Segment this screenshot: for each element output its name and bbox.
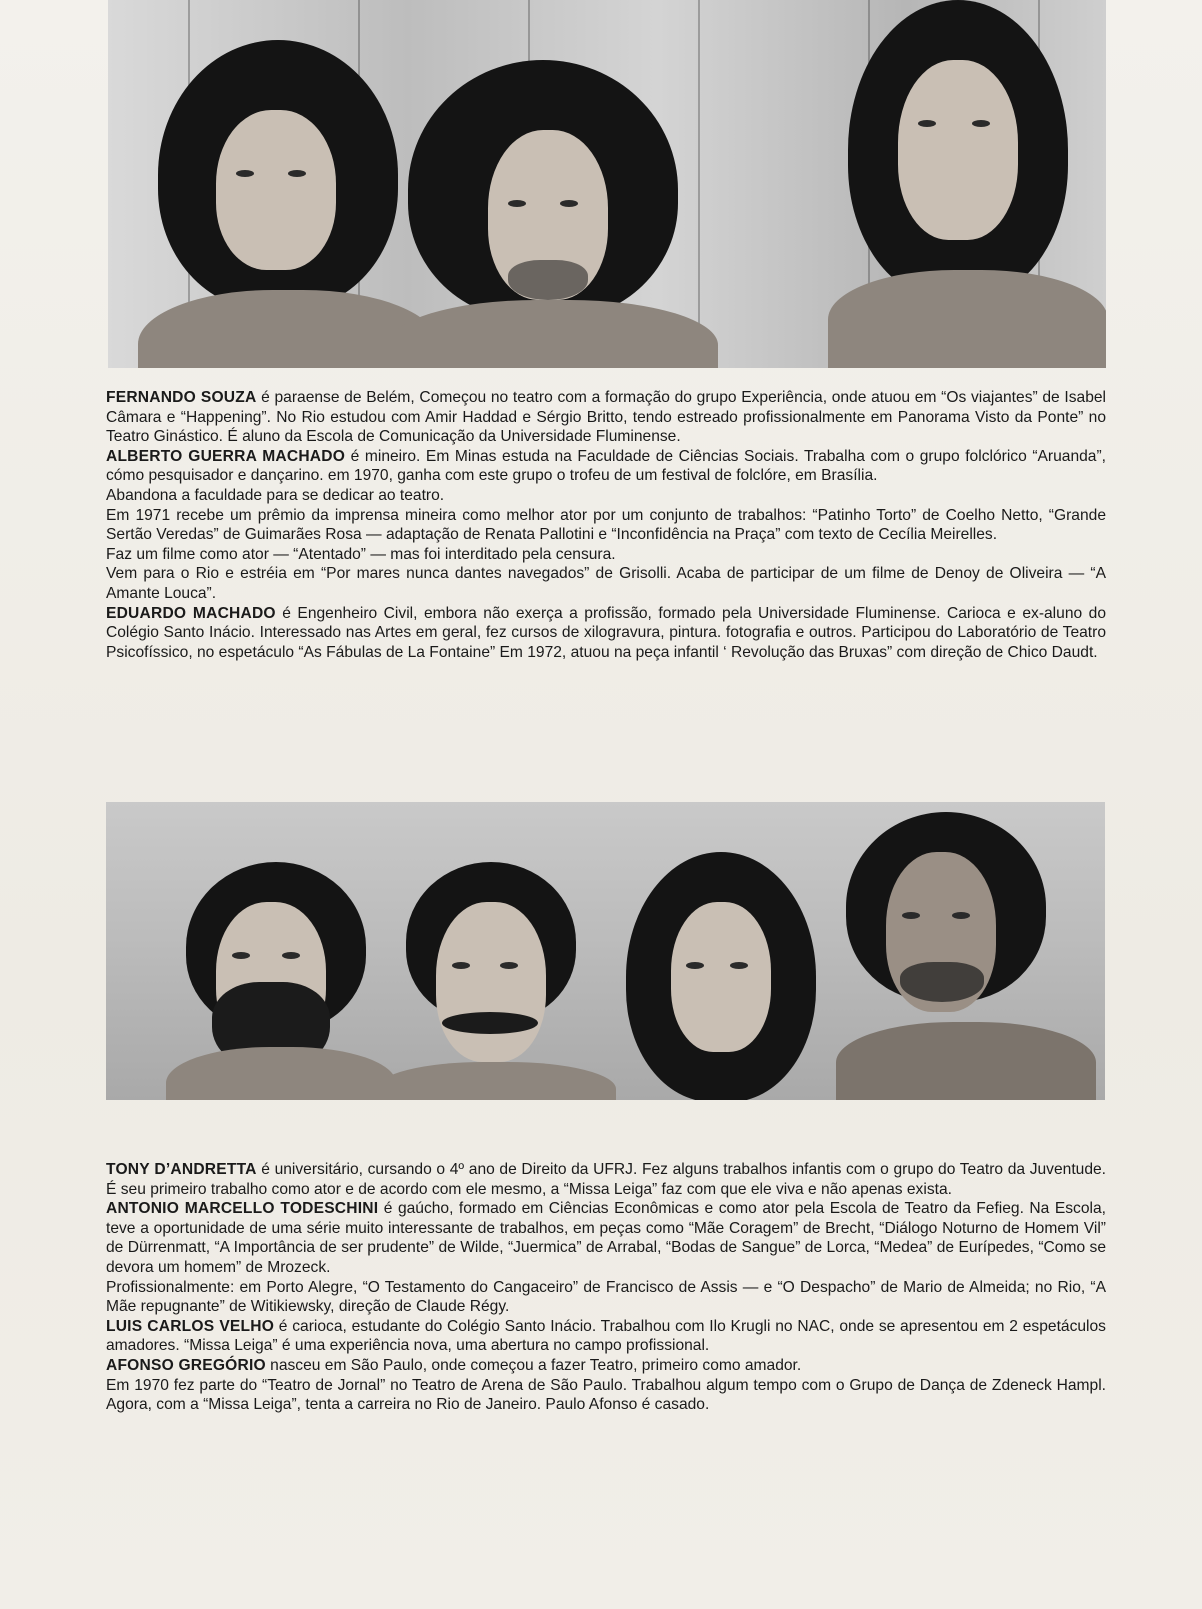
portrait-figure-7 <box>826 812 1086 1100</box>
bio-text: Em 1971 recebe um prêmio da imprensa mineira como melhor ator por um conjunto de trabalhos: “Patinho Torto” de Coelho Netto, “Grande Sertão Veredas” de Guimarães Rosa — adaptação de Renata Pallotini e “Inconfidência na Praça” com texto de Cecília Meirelles. <box>106 506 1106 544</box>
bio-paragraph <box>106 447 1106 486</box>
bio-paragraph <box>106 1376 1106 1415</box>
bio-text: é Engenheiro Civil, embora não exerça a profissão, formado pela Universidade Fluminense. Carioca e ex-aluno do Colégio Santo Inácio. Interessado nas Artes em geral, fez cursos de xilogravura, pintura. fotografia e outros. Participou do Laboratório de Teatro Psicofíssico, no espetáculo “As Fábulas de La Fontaine” Em 1972, atuou na peça infantil ‘ Revolução das Bruxas” com direção de Chico Daudt. <box>106 604 1106 661</box>
portrait-figure-3 <box>808 0 1106 368</box>
bio-text: nasceu em São Paulo, onde começou a fazer Teatro, primeiro como amador. <box>265 1356 802 1374</box>
portrait-figure-5 <box>376 862 616 1100</box>
bio-paragraph <box>106 1199 1106 1277</box>
bio-paragraph <box>106 506 1106 545</box>
bio-text: Faz um filme como ator — “Atentado” — mas foi interditado pela censura. <box>106 545 616 563</box>
bio-name: ALBERTO GUERRA MACHADO <box>106 447 346 465</box>
bio-name: ANTONIO MARCELLO TODESCHINI <box>106 1200 379 1218</box>
bio-text: é mineiro. Em Minas estuda na Faculdade de Ciências Sociais. Trabalha com o grupo folclórico “Aruanda”, cómo pesquisador e dançarino. em 1970, ganha com este grupo o trofeu de um festival de folclóre, em Brasília. <box>106 447 1106 485</box>
bio-text: Abandona a faculdade para se dedicar ao teatro. <box>106 486 445 504</box>
group-photo-top <box>108 0 1106 368</box>
bio-text: é carioca, estudante do Colégio Santo Inácio. Trabalhou com Ilo Krugli no NAC, onde se apresentou em 2 espetáculos amadores. “Missa Leiga” é uma experiência nova, uma abertura no campo profissional. <box>106 1317 1106 1355</box>
bio-name: EDUARDO MACHADO <box>106 604 276 622</box>
bio-text: é paraense de Belém, Começou no teatro com a formação do grupo Experiência, onde atuou em “Os viajantes” de Isabel Câmara e “Happening”. No Rio estudou com Amir Haddad e Sérgio Britto, tendo estreado profissionalmente em Panorama Visto da Ponte” no Teatro Ginástico. É aluno da Escola de Comunicação da Universidade Fluminense. <box>106 389 1107 446</box>
bio-text: é gaúcho, formado em Ciências Econômicas e como ator pela Escola de Teatro da Fefieg. Na Escola, teve a oportunidade de uma série muito interessante de trabalhos, em peças como “Mãe Coragem” de Brecht, “Diálogo Noturno de Homem Vil” de Dürrenmatt, “A Importância de ser prudente” de Wilde, “Juermica” de Arrabal, “Bodas de Sangue” de Lorca, “Medea” de Eurípedes, “Como se devora um homem” de Mrozeck. <box>106 1200 1106 1276</box>
bio-paragraph <box>106 486 1106 506</box>
bio-name: FERNANDO SOUZA <box>106 389 257 406</box>
bio-paragraph <box>106 1317 1106 1356</box>
biographies-bottom <box>106 1160 1106 1415</box>
bio-paragraph <box>106 388 1106 447</box>
bio-paragraph <box>106 1356 1106 1376</box>
bio-paragraph <box>106 604 1106 663</box>
portrait-figure-4 <box>166 862 396 1100</box>
bio-text: Em 1970 fez parte do “Teatro de Jornal” no Teatro de Arena de São Paulo. Trabalhou algum tempo com o Grupo de Dança de Zdeneck Hampl. Agora, com a “Missa Leiga”, tenta a carreira no Rio de Janeiro. Paulo Afonso é casado. <box>106 1376 1106 1414</box>
bio-paragraph <box>106 564 1106 603</box>
bio-text: Profissionalmente: em Porto Alegre, “O Testamento do Cangaceiro” de Francisco de Assis — e “O Despacho” de Mario de Almeida; no Rio, “A Mãe repugnante” de Witikiewsky, direção de Claude Régy. <box>106 1278 1106 1316</box>
bio-paragraph <box>106 1160 1106 1199</box>
bio-text: é universitário, cursando o 4º ano de Direito da UFRJ. Fez alguns trabalhos infantis com o grupo do Teatro da Juventude. É seu primeiro trabalho como ator e de acordo com ele mesmo, a “Missa Leiga” faz com que ele viva e não apenas exista. <box>106 1161 1107 1198</box>
bio-text: Vem para o Rio e estréia em “Por mares nunca dantes navegados” de Grisolli. Acaba de participar de um filme de Denoy de Oliveira — “A Amante Louca”. <box>106 565 1106 602</box>
biographies-top <box>106 388 1106 662</box>
portrait-figure-2 <box>388 60 728 368</box>
group-photo-bottom <box>106 802 1105 1100</box>
bio-paragraph <box>106 545 1106 565</box>
portrait-figure-6 <box>606 852 836 1100</box>
bio-paragraph <box>106 1278 1106 1317</box>
bio-name: AFONSO GREGÓRIO <box>106 1356 266 1374</box>
bio-name: TONY D’ANDRETTA <box>106 1161 257 1178</box>
bio-name: LUIS CARLOS VELHO <box>106 1317 275 1335</box>
